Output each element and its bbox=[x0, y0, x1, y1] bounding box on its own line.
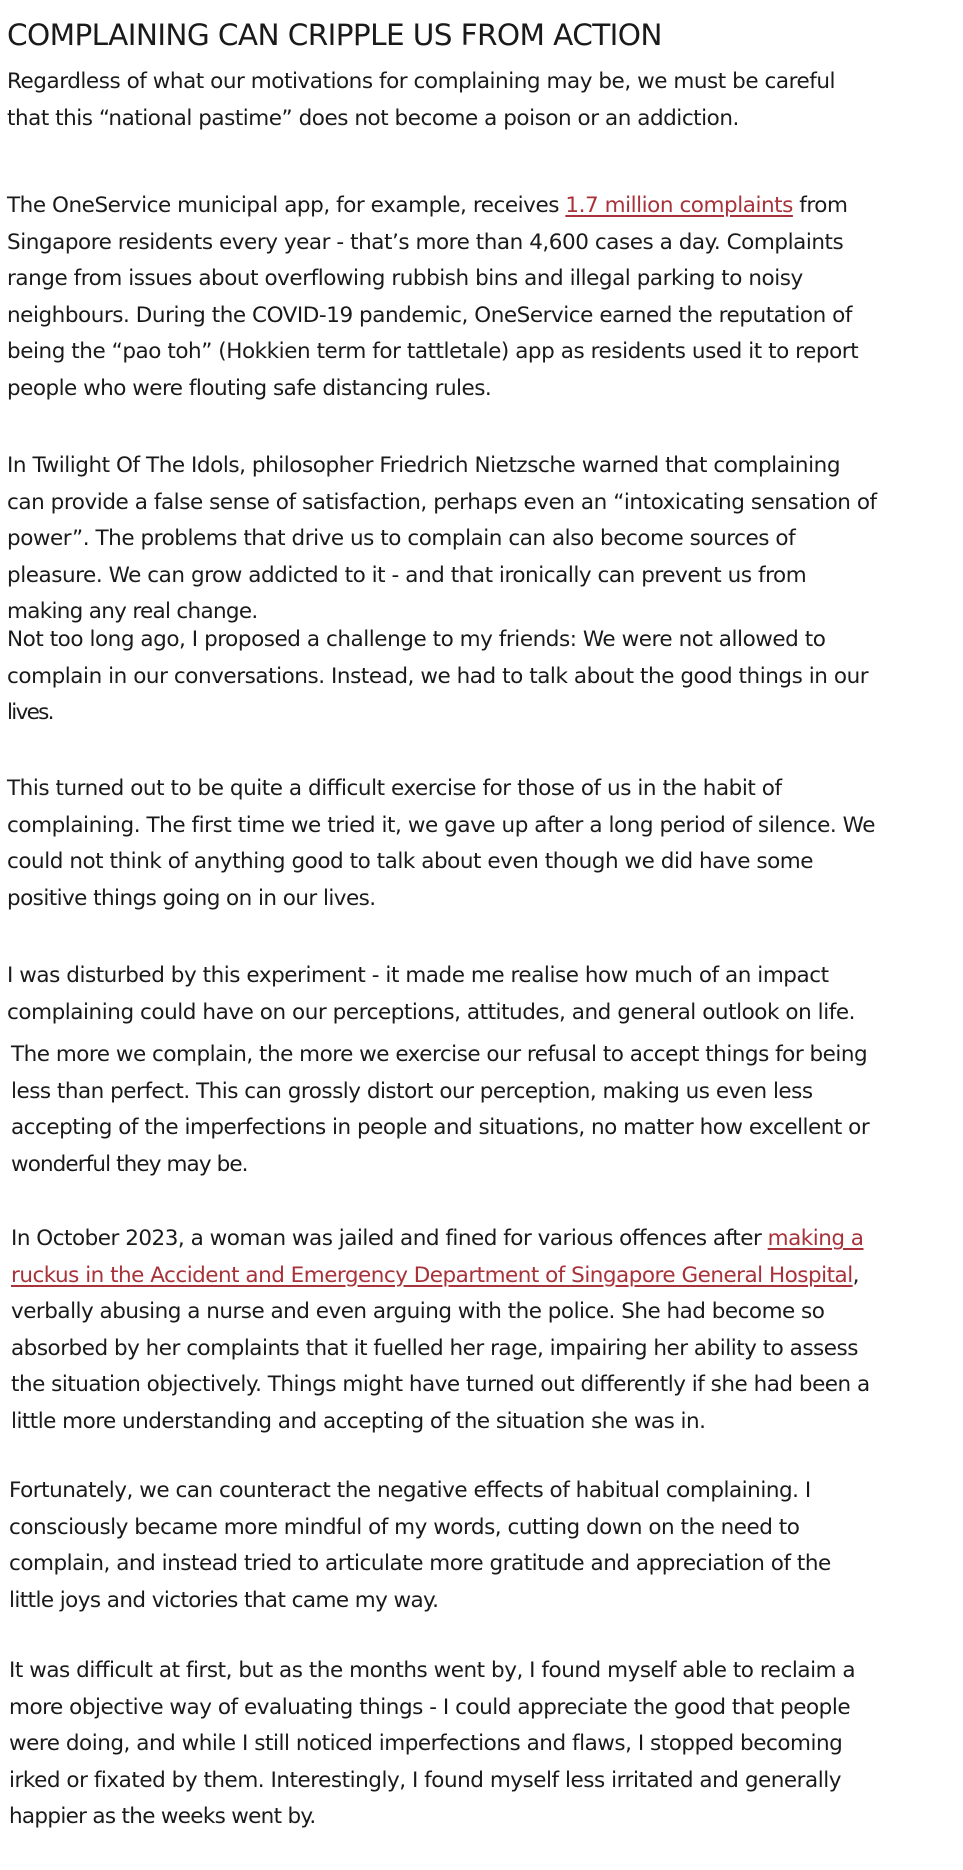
text-line: people who were flouting safe distancing rules. bbox=[7, 375, 492, 401]
text-line: complaining. The first time we tried it, we gave up after a long period of silence. We bbox=[7, 812, 876, 838]
text-line: little joys and victories that came my way. bbox=[9, 1587, 439, 1613]
paragraph-2 bbox=[7, 188, 963, 407]
text-line: Not too long ago, I proposed a challenge to my friends: We were not allowed to bbox=[7, 627, 826, 652]
text-line: The more we complain, the more we exercise our refusal to accept things for being bbox=[11, 1042, 868, 1067]
paragraph-3 bbox=[7, 448, 963, 631]
text-line: being the “pao toh” (Hokkien term for tattletale) app as residents used it to report bbox=[7, 339, 859, 364]
paragraph-7 bbox=[11, 1037, 963, 1183]
sgh-ruckus-link-continued[interactable]: ruckus in the Accident and Emergency Department of Singapore General Hospital bbox=[11, 1262, 853, 1288]
text-line: can provide a false sense of satisfaction, perhaps even an “intoxicating sensation of bbox=[7, 489, 877, 515]
text-line: In Twilight Of The Idols, philosopher Friedrich Nietzsche warned that complaining bbox=[7, 453, 841, 478]
paragraph-6 bbox=[7, 958, 963, 1031]
text-segment: The OneService municipal app, for example, receives bbox=[7, 193, 566, 218]
paragraph-1 bbox=[7, 64, 963, 137]
text-line: lives. bbox=[7, 700, 53, 725]
text-line: Singapore residents every year - that’s more than 4,600 cases a day. Complaints bbox=[7, 229, 844, 255]
text-segment: from bbox=[792, 193, 848, 218]
paragraph-9 bbox=[9, 1473, 963, 1619]
text-line: Fortunately, we can counteract the negative effects of habitual complaining. I bbox=[9, 1478, 811, 1503]
text-line: pleasure. We can grow addicted to it - and that ironically can prevent us from bbox=[7, 562, 807, 588]
text-line: I was disturbed by this experiment - it made me realise how much of an impact bbox=[7, 963, 829, 988]
text-line: less than perfect. This can grossly distort our perception, making us even less bbox=[11, 1078, 813, 1104]
paragraph-4 bbox=[7, 622, 963, 732]
complaints-statistic-link[interactable]: 1.7 million complaints bbox=[565, 193, 793, 218]
text-line: more objective way of evaluating things - I could appreciate the good that people bbox=[9, 1694, 851, 1720]
text-line: Regardless of what our motivations for complaining may be, we must be careful bbox=[7, 69, 836, 94]
section-heading: COMPLAINING CAN CRIPPLE US FROM ACTION bbox=[7, 18, 662, 52]
paragraph-10 bbox=[9, 1653, 963, 1836]
paragraph-8 bbox=[11, 1221, 963, 1440]
text-line: that this “national pastime” does not become a poison or an addiction. bbox=[7, 105, 739, 131]
text-line: accepting of the imperfections in people and situations, no matter how excellent or bbox=[11, 1115, 870, 1140]
text-line: irked or fixated by them. Interestingly, I found myself less irritated and generally bbox=[9, 1767, 842, 1793]
text-line: power”. The problems that drive us to complain can also become sources of bbox=[7, 526, 796, 551]
text-line: could not think of anything good to talk about even though we did have some bbox=[7, 849, 814, 874]
text-line: verbally abusing a nurse and even arguing with the police. She had become so bbox=[11, 1299, 825, 1324]
text-segment: , bbox=[852, 1262, 860, 1288]
text-line: It was difficult at first, but as the months went by, I found myself able to reclaim a bbox=[9, 1658, 856, 1683]
text-line bbox=[11, 1221, 963, 1258]
text-line: little more understanding and accepting of the situation she was in. bbox=[11, 1408, 706, 1434]
text-line: consciously became more mindful of my words, cutting down on the need to bbox=[9, 1514, 800, 1540]
text-line: complain, and instead tried to articulate more gratitude and appreciation of the bbox=[9, 1551, 831, 1576]
text-line: This turned out to be quite a difficult exercise for those of us in the habit of bbox=[7, 776, 782, 801]
text-segment: In October 2023, a woman was jailed and fined for various offences after bbox=[11, 1226, 768, 1251]
text-line bbox=[7, 188, 963, 225]
paragraph-5 bbox=[7, 771, 963, 917]
text-line: were doing, and while I still noticed imperfections and flaws, I stopped becoming bbox=[9, 1731, 843, 1756]
sgh-ruckus-link[interactable]: making a bbox=[767, 1226, 864, 1251]
text-line: happier as the weeks went by. bbox=[9, 1804, 316, 1829]
text-line: complaining could have on our perceptions, attitudes, and general outlook on life. bbox=[7, 999, 856, 1025]
text-line: making any real change. bbox=[7, 599, 258, 624]
text-line: range from issues about overflowing rubbish bins and illegal parking to noisy bbox=[7, 266, 803, 291]
text-line: absorbed by her complaints that it fuelled her rage, impairing her ability to assess bbox=[11, 1335, 858, 1361]
text-line: the situation objectively. Things might have turned out differently if she had been a bbox=[11, 1372, 870, 1397]
text-line: complain in our conversations. Instead, we had to talk about the good things in our bbox=[7, 663, 869, 689]
text-line: neighbours. During the COVID-19 pandemic, OneService earned the reputation of bbox=[7, 302, 852, 328]
text-line bbox=[11, 1258, 963, 1295]
text-line: wonderful they may be. bbox=[11, 1151, 248, 1177]
text-line: positive things going on in our lives. bbox=[7, 885, 376, 911]
